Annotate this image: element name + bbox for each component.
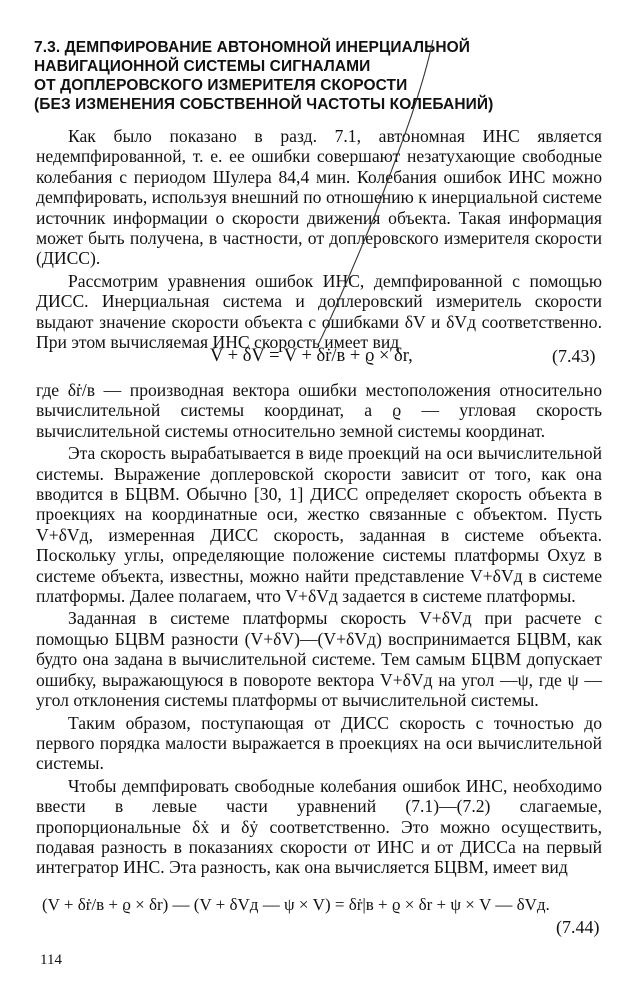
paragraph-damping: Чтобы демпфировать свободные колебания ошибок ИНС, необходимо ввести в левые части уравнений (7.1)—(7.2) слагаемые, пропорциональные δẋ и δẏ соответственно. Это можно осуществить, подавая разность в показаниях скорости от ИНС и от ДИССа на первый интегратор ИНС. Эта разность, как она вычисляется БЦВМ, имеет вид (36, 775, 602, 878)
paragraph-platform-velocity: Заданная в системе платформы скорость V+δVд при расчете с помощью БЦВМ разности (V+δV)—(V+δVд) воспринимается БЦВМ, как будто она задана в вычислительной системе. Тем самым БЦВМ допускает ошибку, выражающуюся в повороте вектора V+δVд на угол —ψ, где ψ — угол отклонения системы платформы от вычислительной системы. (36, 608, 602, 711)
pencil-stroke (318, 40, 433, 345)
heading-line-2: НАВИГАЦИОННОЙ СИСТЕМЫ СИГНАЛАМИ (34, 58, 371, 75)
paragraph-equations-setup: Рассмотрим уравнения ошибок ИНС, демпфированной с помощью ДИСС. Инерциальная система и доплеровский измеритель скорости выдают значение скорости объекта с ошибками δV и δVд соответственно. При этом вычисляемая ИНС скорость имеет вид (36, 270, 602, 353)
page-number: 114 (40, 952, 62, 968)
equation-7-44: (V + δṙ/в + ϱ × δr) — (V + δVд — ψ × V) = δṙ|в + ϱ × δr + ψ × V — δVд. (42, 895, 550, 914)
paragraph-projections: Эта скорость вырабатывается в виде проекций на оси вычислительной системы. Выражение доплеровской скорости зависит от того, как она вводится в БЦВМ. Обычно [30, 1] ДИСС определяет скорость объекта в проекциях на координатные оси, жестко связанные с объектом. Пусть V+δVд, измеренная ДИСС скорость, заданная в системе объекта. Поскольку углы, определяющие положение системы платформы Oxyz в системе объекта, известны, можно найти представление V+δVд в системе платформы. Далее полагаем, что V+δVд задается в системе платформы. (36, 443, 602, 607)
heading-line-3: ОТ ДОПЛЕРОВСКОГО ИЗМЕРИТЕЛЯ СКОРОСТИ (34, 77, 408, 94)
equation-7-43: V + δV = V + δṙ/в + ϱ × δr, (210, 346, 413, 366)
paragraph-where: где δṙ/в — производная вектора ошибки местоположения относительно вычислительной системы координат, а ϱ — угловая скорость вычислительной системы относительно земной системы координат. (36, 380, 602, 441)
paragraph-intro: Как было показано в разд. 7.1, автономная ИНС является недемпфированной, т. е. ее ошибки совершают незатухающие свободные колебания с периодом Шулера 84,4 мин. Колебания ошибок ИНС можно демпфировать, используя внешний по отношению к инерциальной системе источник информации о скорости движения объекта. Такая информация может быть получена, в частности, от доплеровского измерителя скорости (ДИСС). (36, 126, 602, 269)
heading-line-4: (БЕЗ ИЗМЕНЕНИЯ СОБСТВЕННОЙ ЧАСТОТЫ КОЛЕБАНИЙ) (34, 96, 494, 113)
heading-line-1: 7.3. ДЕМПФИРОВАНИЕ АВТОНОМНОЙ ИНЕРЦИАЛЬНОЙ (34, 39, 471, 56)
paragraph-accuracy: Таким образом, поступающая от ДИСС скорость с точностью до первого порядка малости выражается в проекциях на оси вычислительной системы. (36, 712, 602, 774)
equation-7-43-number: (7.43) (552, 346, 596, 366)
equation-7-44-number: (7.44) (556, 917, 600, 937)
